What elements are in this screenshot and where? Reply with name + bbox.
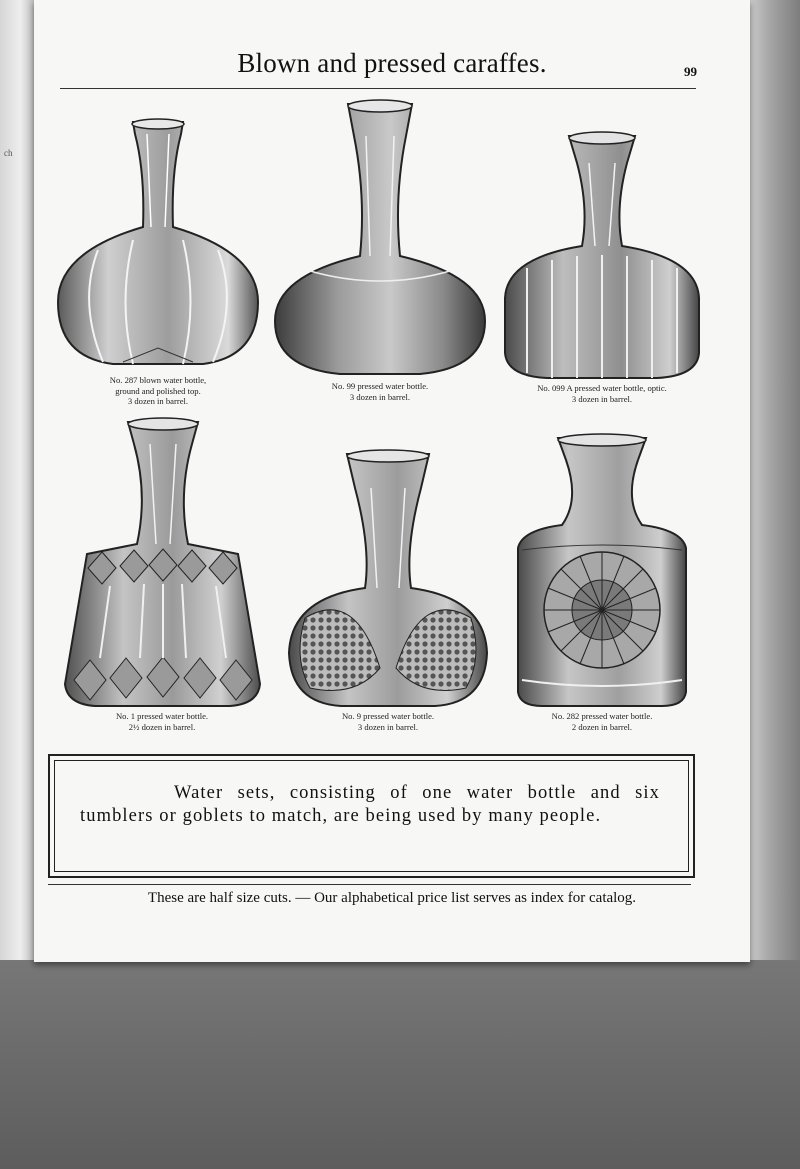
bottle-099a-illustration [497, 128, 707, 380]
bottle-287-illustration [53, 112, 263, 372]
bottle-99-illustration [270, 96, 490, 378]
title-rule [60, 88, 696, 89]
caption-line: No. 287 blown water bottle, [109, 375, 207, 385]
page-title: Blown and pressed caraffes. [237, 48, 547, 78]
caption-line: No. 282 pressed water bottle. [551, 711, 653, 721]
bottle-282-illustration [502, 430, 702, 708]
product-9 [278, 448, 498, 732]
caption-line: No. 099 A pressed water bottle, optic. [537, 383, 667, 393]
caption-line: 3 dozen in barrel. [357, 721, 419, 732]
caption-line: 2½ dozen in barrel. [128, 721, 196, 732]
product-1 [52, 414, 272, 732]
caption-line: 3 dozen in barrel. [349, 391, 411, 402]
caption-line: 3 dozen in barrel. [127, 396, 189, 406]
caption-line: 2 dozen in barrel. [571, 721, 633, 732]
caption-line: ground and polished top. [115, 385, 201, 396]
page-stack-edge [748, 0, 800, 960]
caption-line: No. 1 pressed water bottle. [115, 711, 209, 721]
product-282 [492, 430, 712, 732]
book-spine-edge [0, 0, 34, 960]
caption-line: No. 99 pressed water bottle. [331, 381, 429, 391]
bottle-1-illustration [60, 414, 265, 708]
bottle-9-illustration [285, 448, 491, 708]
page-number: 99 [684, 64, 697, 79]
footer-rule [48, 884, 691, 885]
note-text: Water sets, consisting of one water bottle and six tumblers or goblets to match, are being used by many people. [80, 783, 660, 826]
footer-text: These are half size cuts. — Our alphabetical price list serves as index for catalog. [147, 890, 637, 906]
product-99 [270, 96, 490, 402]
spine-mark: ch [4, 148, 13, 158]
product-099a [492, 128, 712, 404]
product-287 [48, 112, 268, 407]
note-box [48, 754, 695, 878]
caption-line: No. 9 pressed water bottle. [341, 711, 435, 721]
catalog-page [34, 0, 750, 962]
caption-line: 3 dozen in barrel. [571, 393, 633, 404]
